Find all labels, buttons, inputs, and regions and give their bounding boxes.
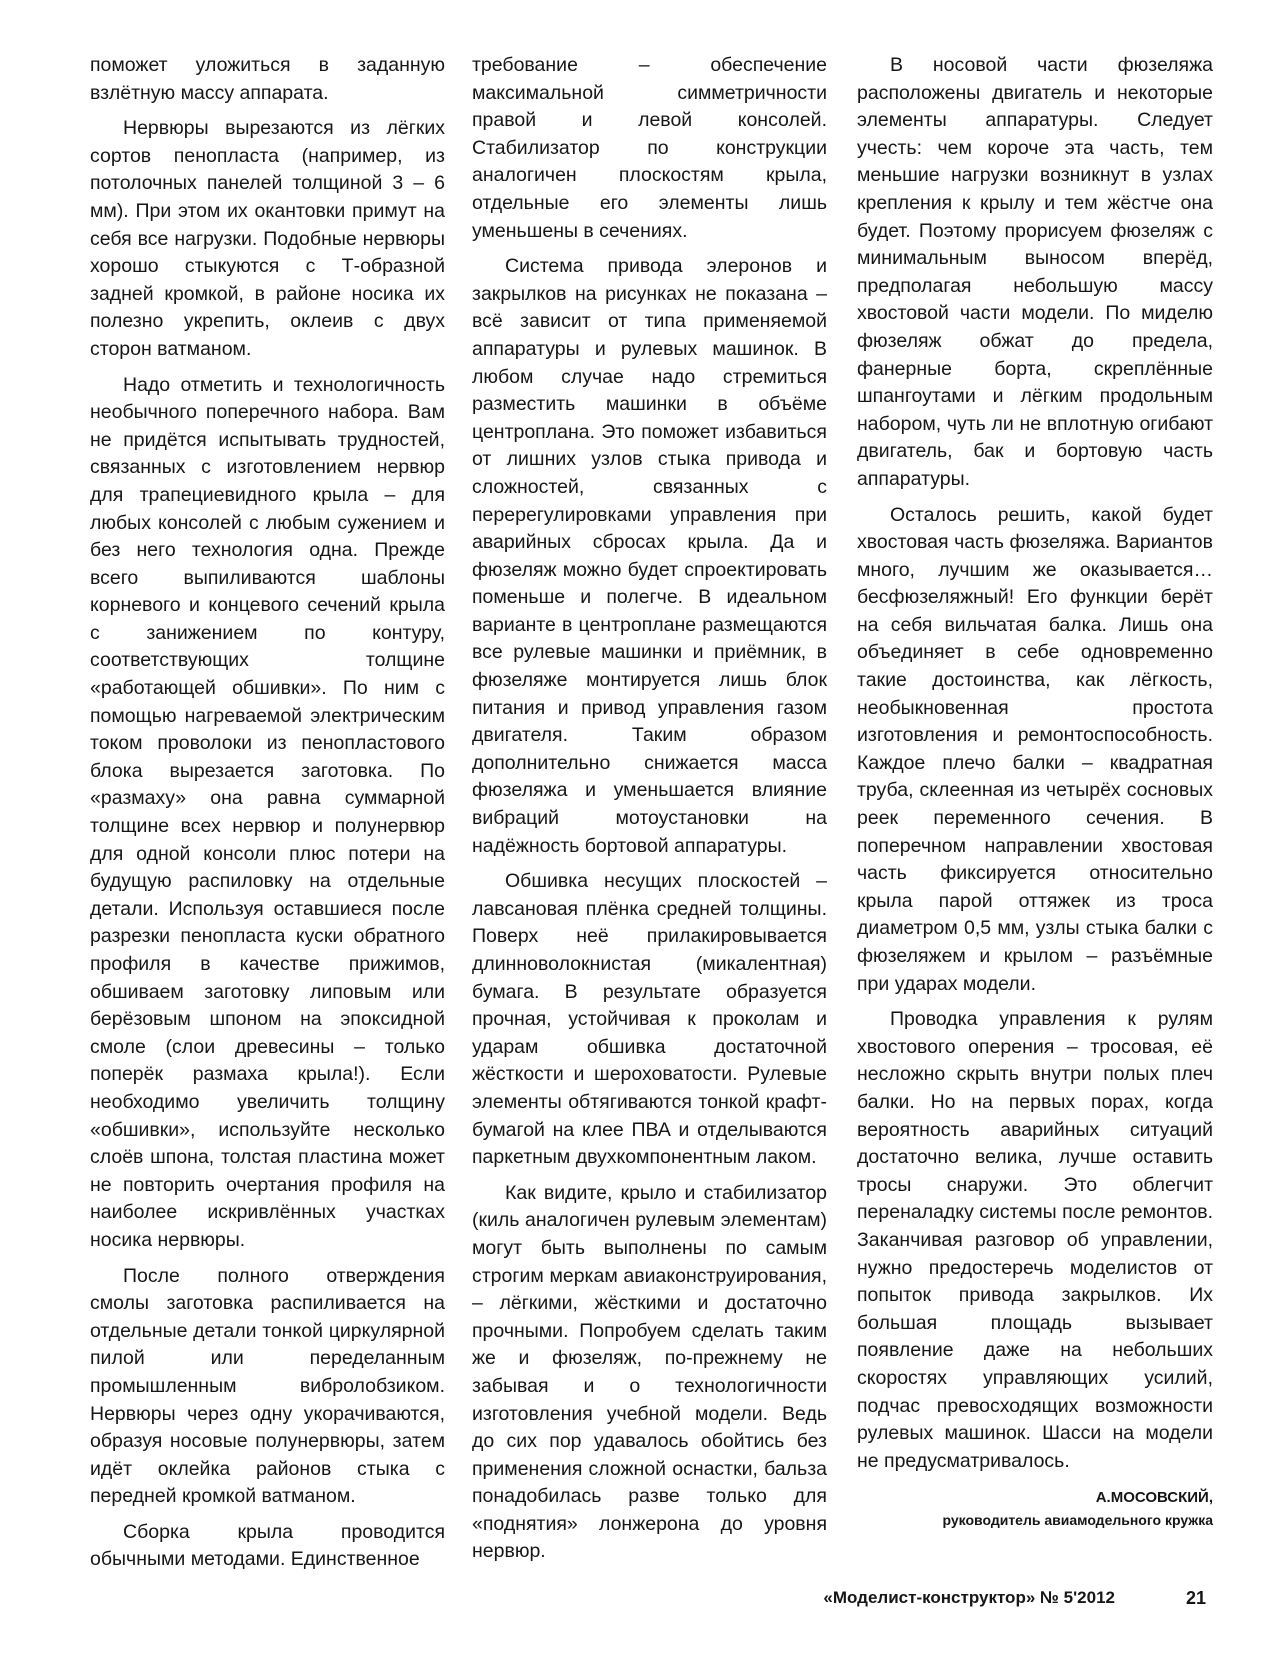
paragraph: Нервюры вырезаются из лёгких сортов пенопласта (например, из потолочных панелей толщиной 3 – 6 мм). При этом их окантовки примут на себя все нагрузки. Подобные нервюры хорошо стыкуются с Т-образной задней кромкой, в районе носика их полезно укрепить, оклеив с двух сторон ватманом. <box>90 117 445 360</box>
paragraph: Надо отметить и технологичность необычного поперечного набора. Вам не придётся испытывать трудностей, связанных с изготовлением нервюр для трапециевидного крыла – для любых консолей с любым сужением и без него технология одна. Прежде всего выпиливаются шаблоны корневого и концевого сечений крыла с занижением по контуру, соответствующих толщине «работающей обшивки». По ним с помощью нагреваемой электрическим током проволоки из пенопластового блока вырезается заготовка. По «размаху» она равна суммарной толщине всех нервюр и полунервюр для одной консоли плюс потери на будущую распиловку на отдельные детали. Используя оставшиеся после разрезки пенопласта куски обратного профиля в качестве прижимов, обшиваем заготовку липовым или берёзовым шпоном на эпоксидной смоле (слои древесины – только поперёк размаха крыла!). Если необходимо увеличить толщину «обшивки», используйте несколько слоёв шпона, толстая пластина может не повторить очертания профиля на наиболее искривлённых участках носика нервюры. <box>90 373 445 1251</box>
author-role: руководитель авиамодельного кружка <box>942 1512 1213 1528</box>
paragraph: поможет уложиться в заданную взлётную массу аппарата. <box>90 54 445 104</box>
page-number: 21 <box>1185 1588 1206 1608</box>
paragraph: После полного отверждения смолы заготовка распиливается на отдельные детали тонкой циркулярной пилой или переделанным промышленным вибролобзиком. Нервюры через одну укорачиваются, образуя носовые полунервюры, затем идёт оклейка районов стыка с передней кромкой ватманом. <box>90 1264 445 1508</box>
author-signature <box>943 1486 1213 1532</box>
author-name: А.МОСОВСКИЙ, <box>1095 1489 1213 1506</box>
paragraph: Система привода элеронов и закрылков на рисунках не показана – всё зависит от типа применяемой аппаратуры и рулевых машинок. В любом случае надо стремиться разместить машинки в объёме центроплана. Это поможет избавиться от лишних узлов стыка привода и сложностей, связанных с перерегулировками управления при аварийных сбросах крыла. Да и фюзеляж можно будет спроектировать поменьше и полегче. В идеальном варианте в центроплане размещаются все рулевые машинки и приёмник, в фюзеляже монтируется лишь блок питания и привод управления газом двигателя. Таким образом дополнительно снижается масса фюзеляжа и уменьшается влияние вибраций мотоустановки на надёжность бортовой аппаратуры. <box>472 255 827 857</box>
paragraph: Осталось решить, какой будет хвостовая часть фюзеляжа. Вариантов много, лучшим же оказывается… бесфюзеляжный! Его функции берёт на себя вильчатая балка. Лишь она объединяет в себе одновременно такие достоинства, как лёгкость, необыкновенная простота изготовления и ремонтоспособность. Каждое плечо балки – квадратная труба, склеенная из четырёх сосновых реек переменного сечения. В поперечном направлении хвостовая часть фиксируется относительно крыла парой оттяжек из троса диаметром 0,5 мм, узлы стыка балки с фюзеляжем и крылом – разъёмные при ударах модели. <box>857 503 1213 995</box>
text-column-1 <box>90 52 445 1582</box>
paragraph: Как видите, крыло и стабилизатор (киль аналогичен рулевым элементам) могут быть выполнены по самым строгим меркам авиаконструирования, – лёгкими, жёсткими и достаточно прочными. Попробуем сделать таким же и фюзеляж, по-прежнему не забывая и о технологичности изготовления учебной модели. Ведь до сих пор удавалось обойтись без применения сложной оснастки, бальза понадобилась разве только для «поднятия» лонжерона до уровня нервюр. <box>472 1181 827 1563</box>
magazine-issue: «Моделист-конструктор» № 5'2012 <box>823 1588 1115 1607</box>
text-column-3 <box>857 52 1213 1483</box>
paragraph: В носовой части фюзеляжа расположены двигатель и некоторые элементы аппаратуры. Следует учесть: чем короче эта часть, тем меньшие нагрузки возникнут в узлах крепления к крылу и тем жёстче она будет. Поэтому прорисуем фюзеляж с минимальным выносом вперёд, предполагая небольшую массу хвостовой части модели. По миделю фюзеляж обжат до предела, фанерные борта, скреплённые шпангоутами и лёгким продольным набором, чуть ли не вплотную огибают двигатель, бак и бортовую часть аппаратуры. <box>857 54 1213 490</box>
text-column-2 <box>472 52 827 1574</box>
paragraph: Проводка управления к рулям хвостового оперения – тросовая, её несложно скрыть внутри полых плеч балки. Но на первых порах, когда вероятность аварийных ситуаций достаточно велика, лучше оставить тросы снаружи. Это облегчит переналадку системы после ремонтов. Заканчивая разговор об управлении, нужно предостеречь моделистов от попыток привода закрылков. Их большая площадь вызывает появление даже на небольших скоростях управляющих усилий, подчас превосходящих возможности рулевых машинок. Шасси на модели не предусматривалось. <box>857 1008 1213 1472</box>
paragraph: Обшивка несущих плоскостей – лавсановая плёнка средней толщины. Поверх неё прилакировывается длинноволокнистая (микалентная) бумага. В результате образуется прочная, устойчивая к проколам и ударам обшивка достаточной жёсткости и шероховатости. Рулевые элементы обтягиваются тонкой крафт-бумагой на клее ПВА и отделываются паркетным двухкомпонентным лаком. <box>472 870 827 1169</box>
paragraph: Сборка крыла проводится обычными методами. Единственное <box>90 1520 445 1571</box>
paragraph: требование – обеспечение максимальной симметричности правой и левой консолей. Стабилизатор по конструкции аналогичен плоскостям крыла, отдельные его элементы лишь уменьшены в сечениях. <box>472 54 827 242</box>
